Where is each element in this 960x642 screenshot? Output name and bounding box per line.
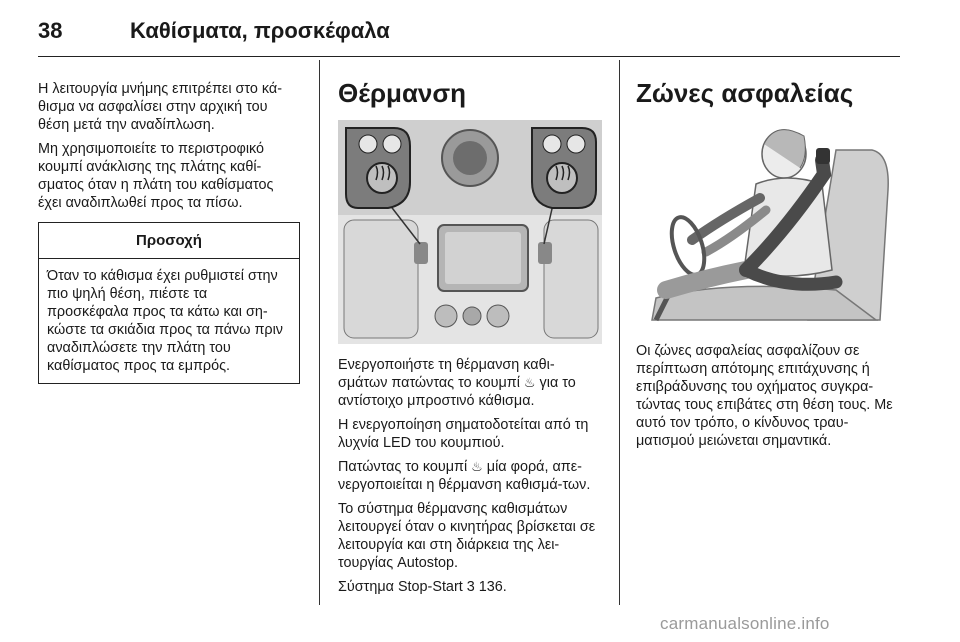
column-memory-function: [38, 60, 300, 384]
seat-heating-illustration: [338, 120, 602, 344]
heading-heating: Θέρμανση: [338, 78, 467, 108]
column-divider: [619, 60, 620, 605]
paragraph-deactivate-heating: Πατώντας το κουμπί ♨ μία φορά, απε-νεργοποιείται η θέρμανση καθισμά-των.: [338, 459, 591, 493]
warning-box: [38, 222, 300, 384]
paragraph-activate-heating: Ενεργοποιήστε τη θέρμανση καθι-σμάτων πατώντας το κουμπί ♨ για το αντίστοιχο μπροστινό κάθισμα.: [338, 357, 576, 409]
column-seat-belts: [636, 60, 901, 456]
heading-seat-belts: Ζώνες ασφαλείας: [636, 78, 854, 108]
paragraph-memory-function: Η λειτουργία μνήμης επιτρέπει στο κά-θισμα να ασφαλίσει στην αρχική του θέση μετά την αναδίπλωση.: [38, 81, 283, 133]
watermark: carmanualsonline.info: [660, 614, 830, 633]
chapter-title: Καθίσματα, προσκέφαλα: [130, 18, 390, 43]
column-heating: [338, 60, 602, 602]
page-reference-arrow-icon: 3: [466, 579, 475, 595]
seat-heating-icon: ♨: [471, 459, 483, 474]
warning-title: Προσοχή: [39, 223, 299, 259]
header-divider: [38, 56, 900, 57]
paragraph-seat-belt-purpose: Οι ζώνες ασφαλείας ασφαλίζουν σε περίπτωση απότομης επιτάχυνσης ή επιβράδυνσης του οχήματος συγκρα-τώντας τους επιβάτες στη θέση τους. Με αυτό τον τρόπο, ο κίνδυνος τραυ-ματισμού μειώνεται σημαντικά.: [636, 343, 893, 449]
paragraph-recline-warning: Μη χρησιμοποιείτε το περιστροφικό κουμπί ανάκλισης της πλάτης καθί-σματος όταν η πλάτη του καθίσματος έχει αναδιπλωθεί προς τα πίσω.: [38, 141, 274, 211]
paragraph-led-indicator: Η ενεργοποίηση σηματοδοτείται από τη λυχνία LED του κουμπιού.: [338, 417, 589, 451]
paragraph-engine-running: Το σύστημα θέρμανσης καθισμάτων λειτουργεί όταν ο κινητήρας βρίσκεται σε λειτουργία και στη διάρκεια της λει-τουργίας Autostop.: [338, 501, 596, 571]
paragraph-stop-start-reference: Σύστημα Stop-Start 3 136.: [338, 579, 507, 595]
driver-with-belt-drawing: [636, 120, 901, 330]
warning-text: Όταν το κάθισμα έχει ρυθμιστεί στην πιο ψηλή θέση, πιέστε τα προσκέφαλα προς τα κάτω και ση-κώστε τα σκιάδια προς τα πάνω πριν αναδιπλώσετε την πλάτη του καθίσματος προς τα εμπρός.: [47, 268, 283, 374]
seat-belt-illustration: [636, 120, 901, 330]
page-number: 38: [38, 18, 63, 43]
column-divider: [319, 60, 320, 605]
page-header: [38, 14, 898, 50]
seat-heating-icon: ♨: [523, 375, 536, 390]
dashboard-drawing: [338, 120, 602, 344]
